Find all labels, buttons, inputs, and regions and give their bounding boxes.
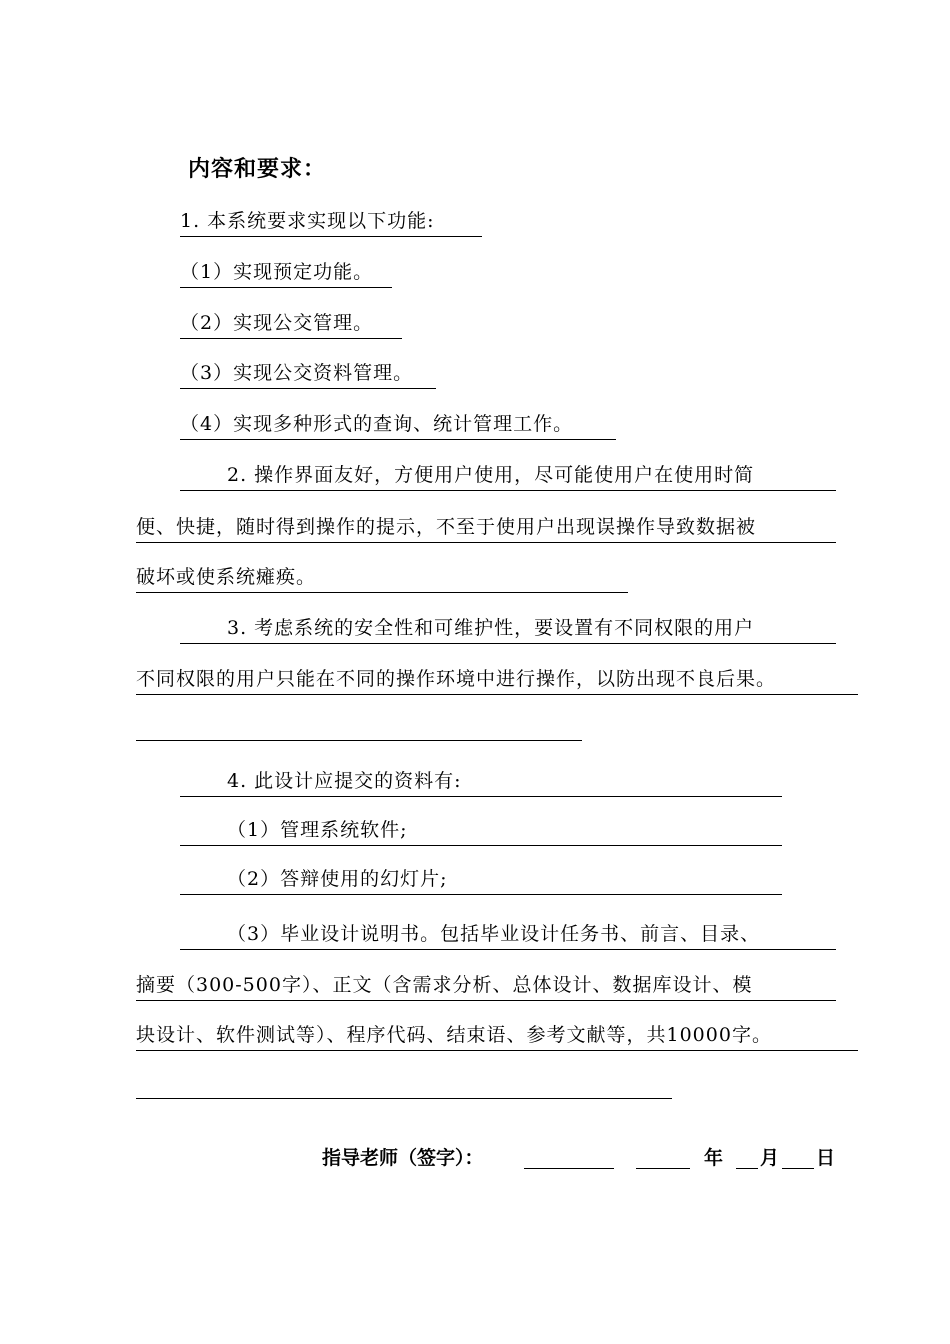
requirement-3-line-1: 3. 考虑系统的安全性和可维护性，要设置有不同权限的用户 (180, 615, 836, 644)
requirement-1-item-4: （4）实现多种形式的查询、统计管理工作。 (180, 411, 616, 440)
year-blank (636, 1168, 690, 1169)
signature-label: 指导老师（签字）： (322, 1147, 484, 1169)
requirement-4-item-3-line-1: （3）毕业设计说明书。包括毕业设计任务书、前言、目录、 (180, 921, 836, 950)
requirement-2-line-1: 2. 操作界面友好，方便用户使用，尽可能使用户在使用时简 (180, 462, 836, 491)
day-blank (782, 1168, 814, 1169)
requirement-1-item-2: （2）实现公交管理。 (180, 310, 402, 339)
section-heading: 内容和要求： (188, 157, 327, 182)
requirement-1: 1. 本系统要求实现以下功能: (180, 208, 482, 237)
requirement-4-item-3-line-2: 摘要（300-500字）、正文（含需求分析、总体设计、数据库设计、模 (136, 972, 836, 1001)
requirement-1-item-3: （3）实现公交资料管理。 (180, 360, 436, 389)
requirement-4-item-3-line-3: 块设计、软件测试等）、程序代码、结束语、参考文献等，共10000字。 (136, 1022, 858, 1051)
requirement-2-line-2: 便、快捷，随时得到操作的提示，不至于使用户出现误操作导致数据被 (136, 514, 836, 543)
blank-underline (136, 1098, 672, 1099)
requirement-4-item-1: （1）管理系统软件; (180, 817, 782, 846)
requirement-3-line-2: 不同权限的用户只能在不同的操作环境中进行操作，以防出现不良后果。 (136, 666, 858, 695)
blank-underline (136, 740, 582, 741)
requirement-4: 4. 此设计应提交的资料有: (180, 768, 782, 797)
month-label: 月 (760, 1147, 780, 1169)
year-label: 年 (704, 1147, 724, 1169)
day-label: 日 (816, 1147, 836, 1169)
month-blank (736, 1168, 758, 1169)
signature-blank (524, 1168, 614, 1169)
requirement-1-item-1: （1）实现预定功能。 (180, 259, 392, 288)
requirement-2-line-3: 破坏或使系统瘫痪。 (136, 564, 628, 593)
requirement-4-item-2: （2）答辩使用的幻灯片; (180, 866, 782, 895)
